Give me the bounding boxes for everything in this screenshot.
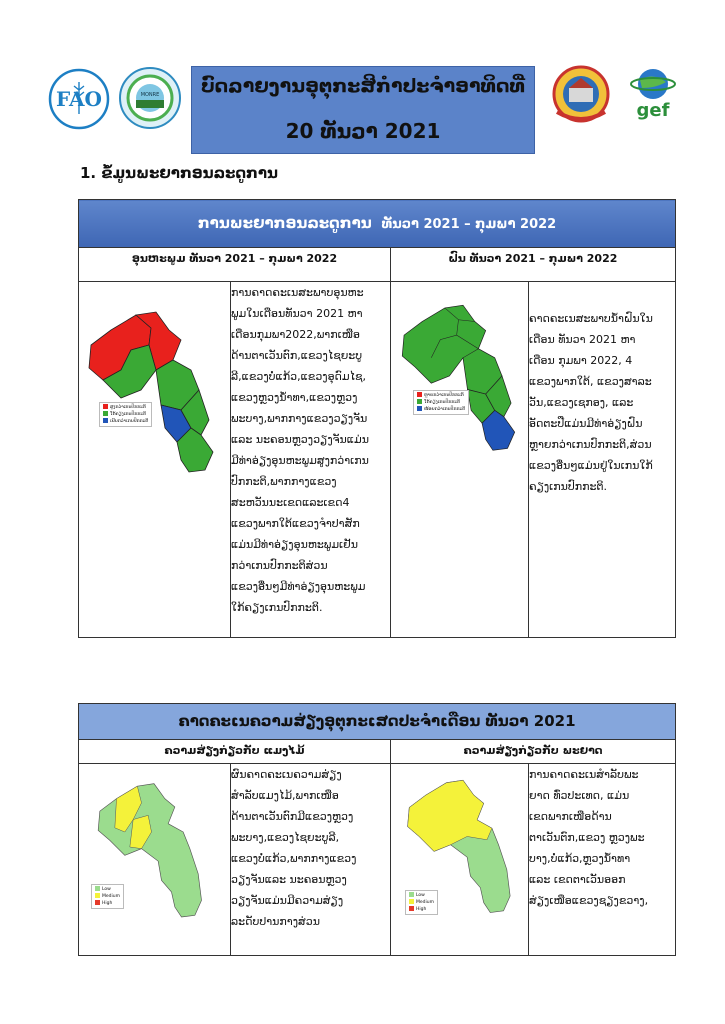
text-line: ລີ,ແຂວງບໍ່ແກ້ວ,ແຂວງອຸດົມໄຊ, <box>231 370 367 383</box>
text-line: ຫຼາຍກວ່າເກນປົກກະຕິ,ສ່ວນ <box>529 438 652 451</box>
text-line: ຄາດຄະເນສະພາບນ້ຳຝົນໃນ <box>529 312 653 325</box>
text-line: ການຄາດຄະເນສຳລັບພະ <box>529 768 639 781</box>
seasonal-band-period: ທັນວາ 2021 – ກຸມພາ 2022 <box>381 216 557 232</box>
report-title-box <box>191 66 535 154</box>
report-date: 20 ທັນວາ 2021 <box>285 119 441 143</box>
text-line: ປົກກະຕິ,ພາກກາງແຂວງ <box>231 475 337 488</box>
text-line: ສະຫວັນນະເຂດແລະເຂດ4 <box>231 496 350 509</box>
ministry-seal <box>547 64 615 124</box>
legend-high: High <box>416 907 427 912</box>
text-line: ເດືອນກຸມພາ2022,ພາກເໜືອ <box>231 328 361 341</box>
text-line: ແຂວງພາກໃຕ້, ແຂວງສາລະ <box>529 375 652 388</box>
insect-map-cell <box>79 764 231 956</box>
text-line: ການຄາດຄະເນສະພາບອຸນຫະ <box>231 286 364 299</box>
legend-low: Low <box>102 887 111 892</box>
text-line: ຕາເວັນຕົກ,ແຂວງ ຫຼວງພະ <box>529 831 645 844</box>
text-line: ແຂວງອື່ນໆມີທ່າອ່ຽງອຸນຫະພູມ <box>231 580 366 593</box>
legend-above: ຫຼາຍກວ່າເກນປົກກະຕິ <box>424 393 464 398</box>
seasonal-band <box>79 200 676 248</box>
text-line: ແຂວງພາກໃຕ້ແຂວງຈຳປາສັກ <box>231 517 360 530</box>
legend-normal: ໃກ້ຄຽງເກນປົກກະຕິ <box>424 400 460 405</box>
disease-risk-legend <box>405 890 438 915</box>
rainfall-legend <box>413 390 469 415</box>
text-line: ດ້ານຕາເວັນຕົກມີແຂວງຫຼວງ <box>231 810 354 823</box>
text-line: ວຽງຈັນແມ່ນມີຄວາມສ່ຽງ <box>231 894 344 907</box>
text-line: ຄຽງເກນປົກກະຕິ. <box>529 480 608 493</box>
legend-normal: ໃກ້ຄຽງເກນປົກກະຕິ <box>110 412 146 417</box>
legend-above: ສູງກວ່າເກນປົກກະຕິ <box>110 405 146 410</box>
disease-risk-header: ຄວາມສ່ຽງກ່ຽວກັບ ພະຍາດ <box>391 740 676 764</box>
text-line: ແຂວງບໍ່ແກ້ວ,ພາກກາງແຂວງ <box>231 852 357 865</box>
legend-medium: Medium <box>102 894 120 899</box>
text-line: ບາງ,ບໍ່ແກ້ວ,ຫຼວງນ້ຳທາ <box>529 852 631 865</box>
svg-text:MONRE: MONRE <box>140 92 160 98</box>
text-line: ພະບາງ,ພາກກາງແຂວງວຽງຈັນ <box>231 412 368 425</box>
insect-risk-text <box>231 764 391 956</box>
text-line: ລະດັບປານກາງສ່ວນ <box>231 915 320 928</box>
text-line: ມີທ່າອ່ຽງອຸນຫະພູມສູງກວ່າເກນ <box>231 454 369 467</box>
seasonal-forecast-table <box>78 199 676 638</box>
rainfall-text <box>529 282 676 638</box>
seasonal-band-title: ການພະຍາກອນລະດູການ <box>197 213 372 232</box>
legend-below: ໜ້ອຍກວ່າເກນປົກກະຕິ <box>424 407 466 412</box>
report-title: ບົດລາຍງານອຸຕຸກະສິກຳປະຈຳອາທິດທີ່ <box>200 75 526 97</box>
text-line: ສຳລັບແມງໄມ້,ພາກເໜືອ <box>231 789 339 802</box>
gef-logo <box>628 66 678 122</box>
temperature-header: ອຸນຫະພູມ ທັນວາ 2021 – ກຸມພາ 2022 <box>79 248 391 282</box>
temperature-text <box>231 282 391 638</box>
insect-risk-legend <box>91 884 124 909</box>
legend-medium: Medium <box>416 900 434 905</box>
text-line: ແມ່ນມີທ່າອ່ຽງອຸນຫະພູມເຢັນ <box>231 538 358 551</box>
text-line: ວັນ,ແຂວງເຊກອງ, ແລະ <box>529 396 634 409</box>
insect-risk-map <box>89 782 219 932</box>
text-line: ອັດຕະປືແມ່ນມີທ່າອ່ຽງຝົນ <box>529 417 643 430</box>
text-line: ເດືອນ ທັນວາ 2021 ຫາ <box>529 333 636 346</box>
disease-risk-text <box>529 764 676 956</box>
text-line: ດ້ານຕາເວັນຕົກ,ແຂວງໄຊຍະບູ <box>231 349 363 362</box>
rainfall-header: ຝົນ ທັນວາ 2021 – ກຸມພາ 2022 <box>391 248 676 282</box>
text-line: ແລະ ນະຄອນຫຼວງວຽງຈັນແມ່ນ <box>231 433 369 446</box>
rainfall-map <box>395 300 531 470</box>
svg-text:FAO: FAO <box>56 87 102 111</box>
text-line: ວຽງຈັນແລະ ນະຄອນຫຼວງ <box>231 873 347 886</box>
text-line: ແຂວງຫຼວງນ້ຳທາ,ແຂວງຫຼວງ <box>231 391 358 404</box>
text-line: ເດືອນ ກຸມພາ 2022, 4 <box>529 354 633 367</box>
monre-logo <box>118 66 182 130</box>
temperature-map-cell <box>79 282 231 638</box>
svg-text:gef: gef <box>636 100 670 121</box>
text-line: ສ່ຽງເໜືອແຂວງຊຽງຂວາງ, <box>529 894 649 907</box>
disease-map-cell <box>391 764 529 956</box>
legend-below: ເຢັນກວ່າເກນປົກກະຕິ <box>110 419 149 424</box>
temperature-map <box>81 310 231 490</box>
rainfall-map-cell <box>391 282 529 638</box>
text-line: ກວ່າເກນປົກກະຕິສ່ວນ <box>231 559 328 572</box>
text-line: ເຂດພາກເໜືອດ້ານ <box>529 810 612 823</box>
text-line: ພະບາງ,ແຂວງໄຊຍະບູລີ, <box>231 831 340 844</box>
text-line: ແລະ ເຂດຕາເວັນອອກ <box>529 873 626 886</box>
risk-band-title: ຄາດຄະເນຄວາມສ່ຽງອຸຕຸກະເສດປະຈຳເດືອນ ທັນວາ 2021 <box>79 704 676 740</box>
text-line: ແຂວງອື່ນໆແມ່ນຢູ່ໃນເກນໃກ້ <box>529 459 653 472</box>
forest-risk-header: ຄວາມສ່ຽງກ່ຽວກັບ ແມງໄມ້ <box>79 740 391 764</box>
text-line: ໃກ້ຄຽງເກນປົກກະຕິ. <box>231 601 323 614</box>
text-line: ຜົນຄາດຄະເນຄວາມສ່ຽງ <box>231 768 342 781</box>
risk-forecast-table <box>78 703 676 956</box>
text-line: ຍາດ ທົ່ວປະເທດ, ແມ່ນ <box>529 789 630 802</box>
text-line: ພູມໃນເດືອນທັນວາ 2021 ຫາ <box>231 307 363 320</box>
section-heading: 1. ຂໍ້ມູນພະຍາກອນລະດູການ <box>80 164 279 182</box>
fao-logo <box>48 68 110 130</box>
temperature-legend <box>99 402 152 427</box>
legend-high: High <box>102 901 113 906</box>
legend-low: Low <box>416 893 425 898</box>
